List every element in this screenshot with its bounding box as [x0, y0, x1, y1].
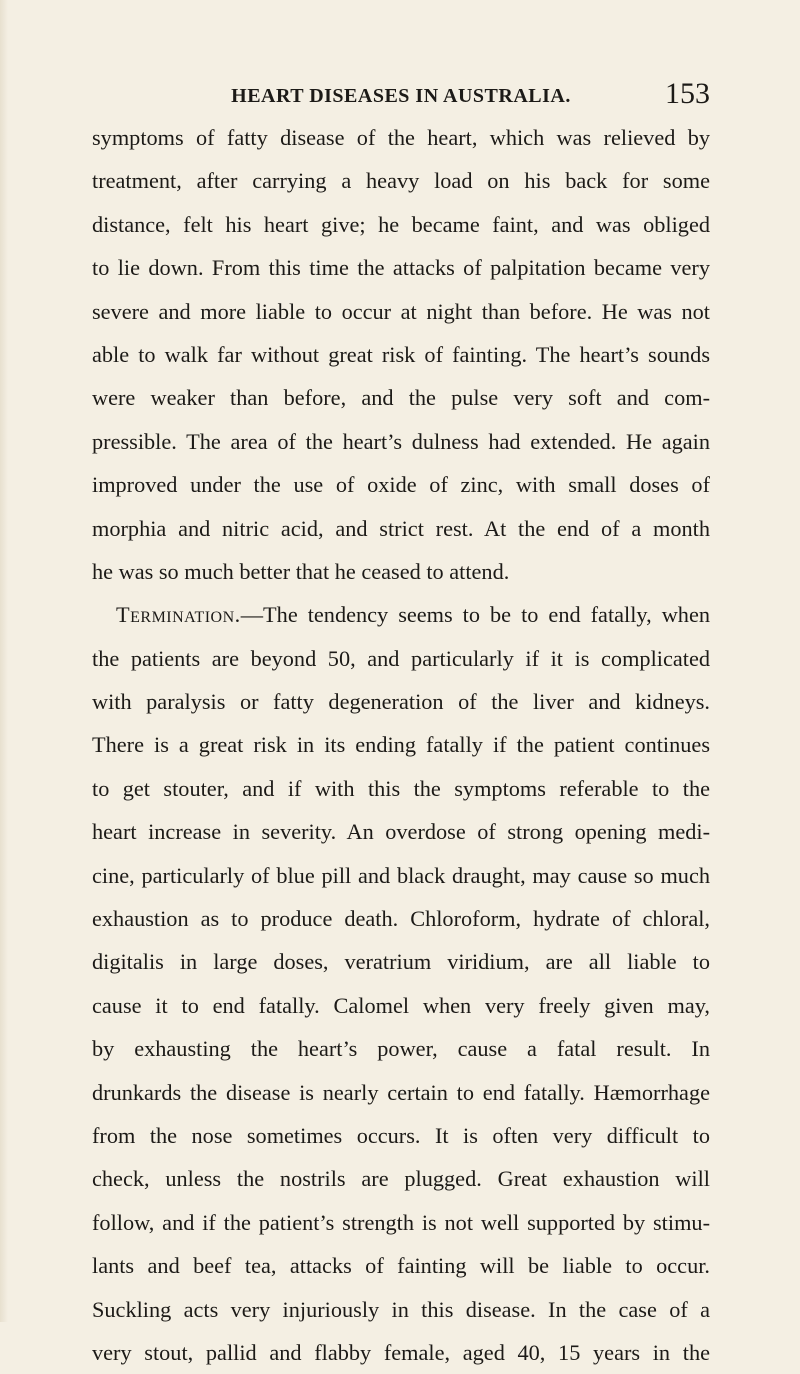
text-line: lants and beef tea, attacks of fainting will be liable to occur. — [92, 1253, 710, 1279]
section-first-line-text: —The tendency seems to be to end fatally, when — [240, 602, 710, 628]
text-line: severe and more liable to occur at night than before. He was not — [92, 298, 710, 324]
text-line: check, unless the nostrils are plugged. Great exhaustion will — [92, 1166, 710, 1192]
text-line: the patients are beyond 50, and particularly if it is complicated — [92, 645, 710, 671]
body-text — [92, 116, 710, 1374]
text-line: treatment, after carrying a heavy load on his back for some — [92, 168, 710, 194]
page-number: 153 — [665, 77, 710, 110]
text-line: with paralysis or fatty degeneration of the liver and kidneys. — [92, 689, 710, 715]
section-heading: Termination. — [116, 602, 241, 628]
text-line: There is a great risk in its ending fatally if the patient continues — [92, 732, 710, 758]
text-line: morphia and nitric acid, and strict rest. At the end of a month — [92, 515, 710, 541]
running-head: HEART DISEASES IN AUSTRALIA. — [231, 85, 571, 107]
text-line: by exhausting the heart’s power, cause a fatal result. In — [92, 1036, 710, 1062]
text-line: heart increase in severity. An overdose of strong opening medi- — [92, 819, 710, 845]
text-line: drunkards the disease is nearly certain to end fatally. Hæmorrhage — [92, 1079, 710, 1105]
text-line: cause it to end fatally. Calomel when very freely given may, — [92, 992, 710, 1018]
text-line: to get stouter, and if with this the symptoms referable to the — [92, 775, 710, 801]
text-line: exhaustion as to produce death. Chloroform, hydrate of chloral, — [92, 906, 710, 932]
text-line: Suckling acts very injuriously in this disease. In the case of a — [92, 1296, 710, 1322]
text-line: pressible. The area of the heart’s dulness had extended. He again — [92, 428, 710, 454]
text-line: digitalis in large doses, veratrium viridium, are all liable to — [92, 949, 710, 975]
text-line: follow, and if the patient’s strength is not well supported by stimu- — [92, 1209, 710, 1235]
text-line: very stout, pallid and flabby female, aged 40, 15 years in the — [92, 1339, 710, 1365]
text-line: from the nose sometimes occurs. It is often very difficult to — [92, 1122, 710, 1148]
text-line: were weaker than before, and the pulse very soft and com- — [92, 385, 710, 411]
text-line: improved under the use of oxide of zinc, with small doses of — [92, 472, 710, 498]
text-line: cine, particularly of blue pill and black draught, may cause so much — [92, 862, 710, 888]
section-first-line — [92, 593, 710, 636]
text-line: distance, felt his heart give; he became faint, and was obliged — [92, 211, 710, 237]
page-binding-shadow — [0, 0, 8, 1322]
text-line: he was so much better that he ceased to attend. — [92, 558, 510, 584]
page-header — [92, 77, 710, 112]
text-line: able to walk far without great risk of fainting. The heart’s sounds — [92, 341, 710, 367]
text-line: to lie down. From this time the attacks of palpitation became very — [92, 255, 710, 281]
text-line: symptoms of fatty disease of the heart, which was relieved by — [92, 125, 710, 150]
